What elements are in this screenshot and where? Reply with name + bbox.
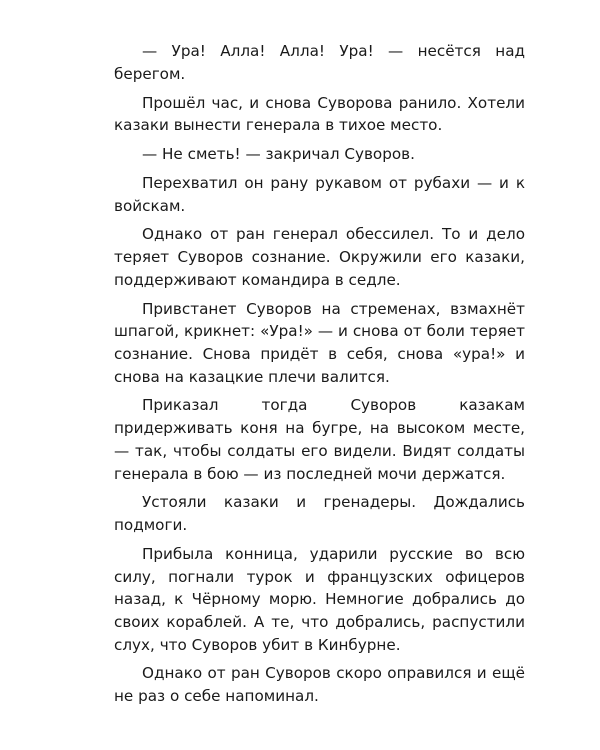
paragraph-6: Привстанет Суворов на стременах, взмахнёт шпагой, крикнет: «Ура!» — и снова от боли теряет сознание. Снова придёт в себя, снова «ура!» и снова на казацкие плечи валится. [114,299,525,386]
body-text [114,40,525,708]
paragraph-3: — Не сметь! — закричал Суворов. [142,145,415,163]
paragraph-7: Приказал тогда Суворов казакам придерживать коня на бугре, на высоком месте, — так, чтобы солдаты его видели. Видят солдаты генерала в бою — из последней мочи держатся. [114,396,525,483]
paragraph-10: Однако от ран Суворов скоро оправился и ещё не раз о себе напоминал. [114,664,525,706]
paragraph-1: — Ура! Алла! Алла! Ура! — несётся над берегом. [114,42,525,83]
paragraph-5: Однако от ран генерал обессилел. То и дело теряет Суворов сознание. Окружили его казаки, поддерживают командира в седле. [114,225,525,289]
paragraph-8: Устояли казаки и гренадеры. Дождались подмоги. [114,493,525,535]
paragraph-4: Перехватил он рану рукавом от рубахи — и к войскам. [114,173,525,215]
paragraph-9: Прибыла конница, ударили русские во всю силу, погнали турок и французских офицеров назад, к Чёрному морю. Немногие добрались до своих кораблей. А те, что добрались, распустили слух, что Суворов убит в Кинбурне. [114,544,525,654]
paragraph-2: Прошёл час, и снова Суворова ранило. Хотели казаки вынести генерала в тихое место. [114,93,525,135]
